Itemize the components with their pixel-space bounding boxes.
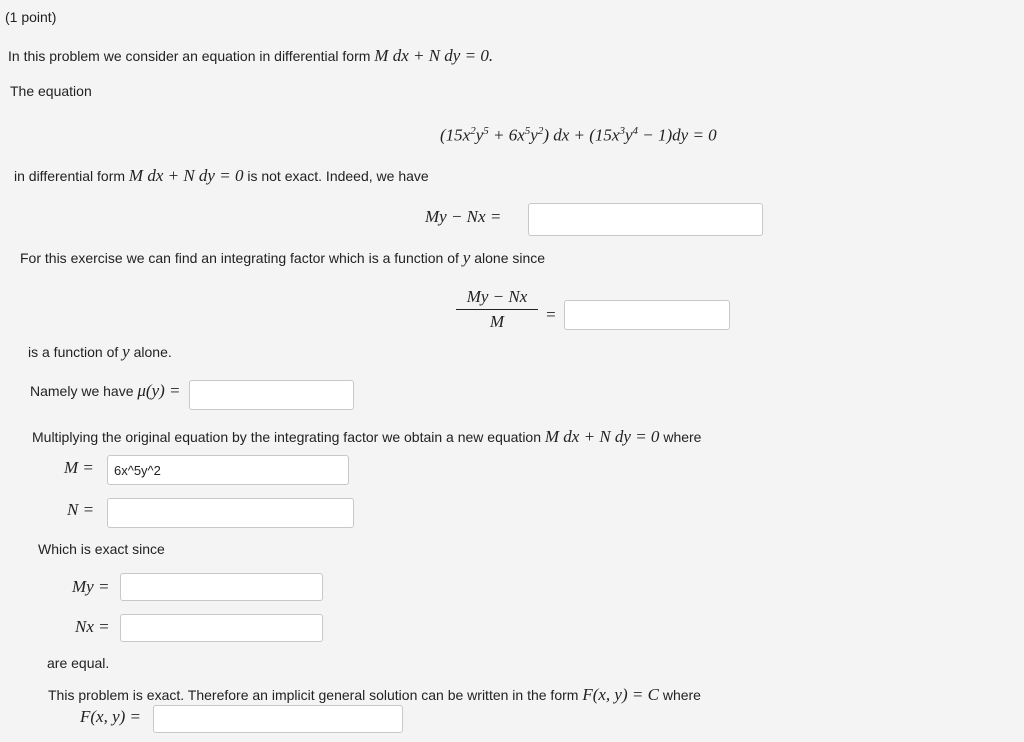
conclusion-line <box>48 685 701 705</box>
not-exact-form: M dx + N dy = 0 <box>128 166 244 185</box>
ratio-numerator: My − Nx <box>466 287 528 306</box>
function-alone-suffix: alone. <box>133 344 172 360</box>
function-alone-prefix: is a function of <box>28 344 119 360</box>
intro-line <box>8 46 493 66</box>
integrating-suffix: alone since <box>474 250 546 266</box>
my-minus-nx-input[interactable] <box>528 203 763 236</box>
ratio-fraction <box>456 287 538 332</box>
not-exact-line <box>14 166 429 186</box>
ratio-denominator: M <box>489 312 505 331</box>
namely-text: Namely we have <box>30 383 134 399</box>
my-minus-nx-label: My − Nx = <box>425 207 502 226</box>
f-input[interactable] <box>153 705 403 733</box>
conclusion-suffix: where <box>662 687 701 703</box>
nx-label: Nx = <box>75 617 110 636</box>
fraction-bar <box>456 309 538 310</box>
multiplying-text: Multiplying the original equation by the integrating factor we obtain a new equation <box>32 429 541 445</box>
my-label: My = <box>72 577 110 596</box>
intro-text: In this problem we consider an equation in differential form <box>8 48 371 64</box>
intro-form: M dx + N dy = 0. <box>374 46 494 65</box>
f-label: F(x, y) = <box>80 707 142 726</box>
ratio-input[interactable] <box>564 300 730 330</box>
my-input[interactable] <box>120 573 323 601</box>
m-input[interactable] <box>107 455 349 485</box>
ratio-equals: = <box>545 305 557 324</box>
n-input[interactable] <box>107 498 354 528</box>
are-equal-label: are equal. <box>47 655 110 671</box>
exact-since-label: Which is exact since <box>38 541 165 557</box>
namely-line <box>30 381 181 401</box>
main-equation: $(15x^2y^5 + 6x^5y^2)$ dx + $(15x^3y^4 - 1)dy = 0$ <box>440 125 717 145</box>
integrating-text: For this exercise we can find an integrating factor which is a function of <box>20 250 459 266</box>
not-exact-prefix: in differential form <box>14 168 126 184</box>
multiplying-suffix: where <box>663 429 702 445</box>
function-alone-var: y <box>122 342 130 361</box>
multiplying-form: M dx + N dy = 0 <box>544 427 660 446</box>
mu-input[interactable] <box>189 380 354 410</box>
not-exact-suffix: is not exact. Indeed, we have <box>247 168 429 184</box>
nx-input[interactable] <box>120 614 323 642</box>
mu-label: μ(y) = <box>137 381 181 400</box>
multiplying-line <box>32 427 701 447</box>
conclusion-form: F(x, y) = C <box>582 685 659 704</box>
m-label: M = <box>64 458 94 477</box>
integrating-line <box>20 248 545 268</box>
equation-label: The equation <box>10 83 92 99</box>
points-label: (1 point) <box>5 9 57 25</box>
function-alone-line <box>28 342 172 362</box>
integrating-var: y <box>462 248 471 267</box>
conclusion-text: This problem is exact. Therefore an implicit general solution can be written in the form <box>48 687 579 703</box>
n-label: N = <box>67 500 95 519</box>
